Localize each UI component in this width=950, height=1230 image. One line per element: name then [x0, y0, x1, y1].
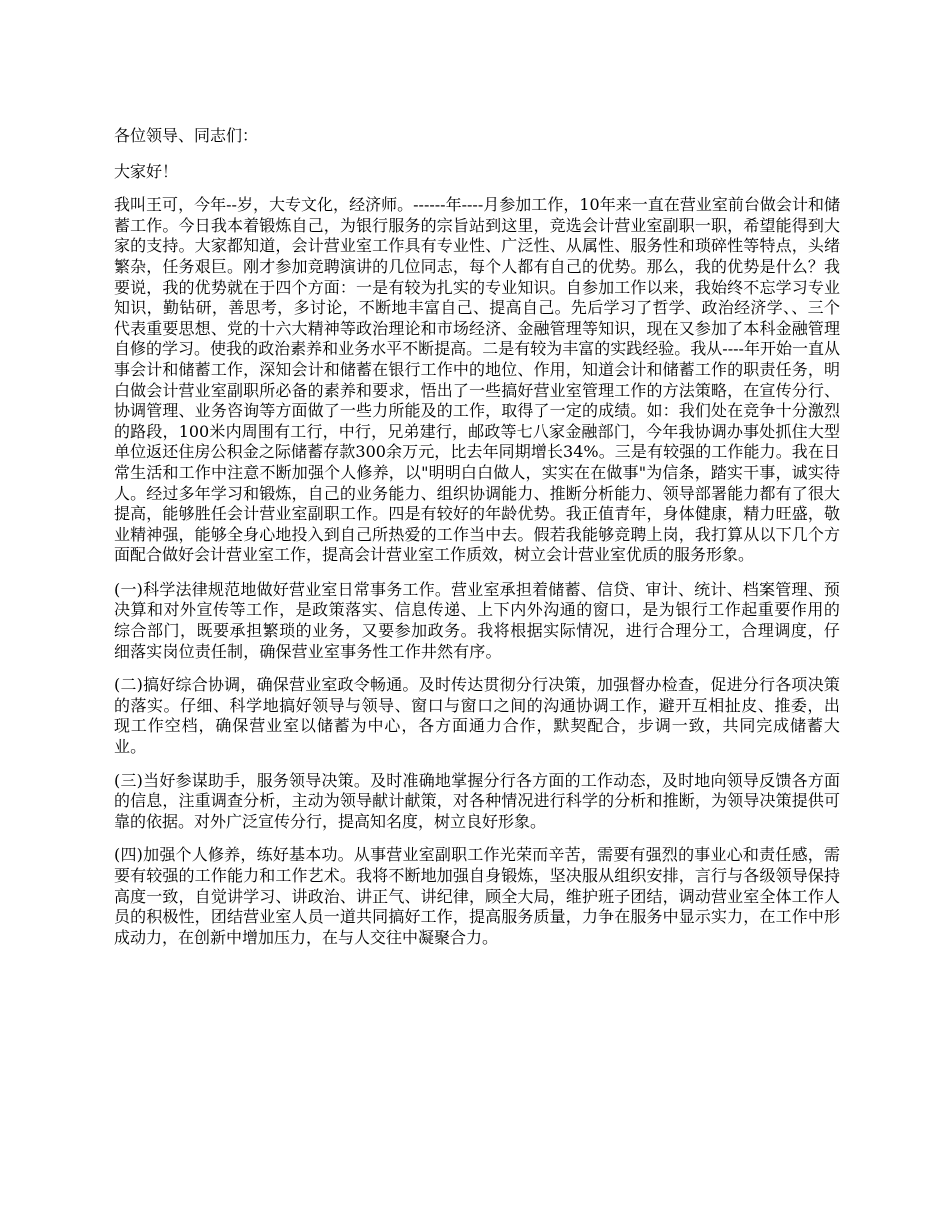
plan-item-2: (二)搞好综合协调，确保营业室政令畅通。及时传达贯彻分行决策，加强督办检查，促进分行各项决策的落实。仔细、科学地搞好领导与领导、窗口与窗口之间的沟通协调工作，避开互相扯皮、推委，出现工作空档，确保营业室以储蓄为中心，各方面通力合作，默契配合，步调一致，共同完成储蓄大业。 — [114, 675, 840, 757]
greeting: 各位领导、同志们： — [114, 126, 259, 145]
salutation: 大家好！ — [114, 161, 179, 181]
plan-item-4: (四)加强个人修养，练好基本功。从事营业室副职工作光荣而辛苦，需要有强烈的事业心和责任感，需要有较强的工作能力和工作艺术。我将不断地加强自身锻炼，坚决服从组织安排，言行与各级领导保持高度一致，自觉讲学习、讲政治、讲正气、讲纪律，顾全大局，维护班子团结，调动营业室全体工作人员的积极性，团结营业室人员一道共同搞好工作，提高服务质量，力争在服务中显示实力，在工作中形成动力，在创新中增加压力，在与人交往中凝聚合力。 — [114, 845, 840, 947]
plan-item-1: (一)科学法律规范地做好营业室日常事务工作。营业室承担着储蓄、信贷、审计、统计、档案管理、预决算和对外宣传等工作，是政策落实、信息传递、上下内外沟通的窗口，是为银行工作起重要作用的综合部门，既要承担繁琐的业务，又要参加政务。我将根据实际情况，进行合理分工，合理调度，仔细落实岗位责任制，确保营业室事务性工作井然有序。 — [114, 579, 840, 661]
intro-paragraph: 我叫王可，今年--岁，大专文化，经济师。------年----月参加工作，10年来一直在营业室前台做会计和储蓄工作。今日我本着锻炼自己，为银行服务的宗旨站到这里，竞选会计营业室副职一职，希望能得到大家的支持。大家都知道，会计营业室工作具有专业性、广泛性、从属性、服务性和琐碎性等特点，头绪繁杂，任务艰巨。刚才参加竞聘演讲的几位同志，每个人都有自己的优势。那么，我的优势是什么？我要说，我的优势就在于四个方面：一是有较为扎实的专业知识。自参加工作以来，我始终不忘学习专业知识，勤钻研，善思考，多讨论，不断地丰富自己、提高自己。先后学习了哲学、政治经济学、、三个代表重要思想、党的十六大精神等政治理论和市场经济、金融管理等知识，现在又参加了本科金融管理自修的学习。使我的政治素养和业务水平不断提高。二是有较为丰富的实践经验。我从----年开始一直从事会计和储蓄工作，深知会计和储蓄在银行工作中的地位、作用，知道会计和储蓄工作的职责任务，明白做会计营业室副职所必备的素养和要求，悟出了一些搞好营业室管理工作的方法策略，在宣传分行、协调管理、业务咨询等方面做了一些力所能及的工作，取得了一定的成绩。如：我们处在竞争十分激烈的路段，100米内周围有工行，中行，兄弟建行，邮政等七八家金融部门，今年我协调办事处抓住大型单位返还住房公积金之际储蓄存款300余万元，比去年同期增长34%。三是有较强的工作能力。我在日常生活和工作中注意不断加强个人修养，以"明明白白做人，实实在在做事"为信条，踏实干事，诚实待人。经过多年学习和锻炼，自己的业务能力、组织协调能力、推断分析能力、领导部署能力都有了很大提高，能够胜任会计营业室副职工作。四是有较好的年龄优势。我正值青年，身体健康，精力旺盛，敬业精神强，能够全身心地投入到自己所热爱的工作当中去。假若我能够竞聘上岗，我打算从以下几个方面配合做好会计营业室工作，提高会计营业室工作质效，树立会计营业室优质的服务形象。 — [114, 195, 840, 565]
plan-item-3: (三)当好参谋助手，服务领导决策。及时准确地掌握分行各方面的工作动态，及时地向领导反馈各方面的信息，注重调查分析，主动为领导献计献策，对各种情况进行科学的分析和推断，为领导决策提供可靠的依据。对外广泛宣传分行，提高知名度，树立良好形象。 — [114, 770, 840, 831]
speech-document — [114, 126, 840, 961]
